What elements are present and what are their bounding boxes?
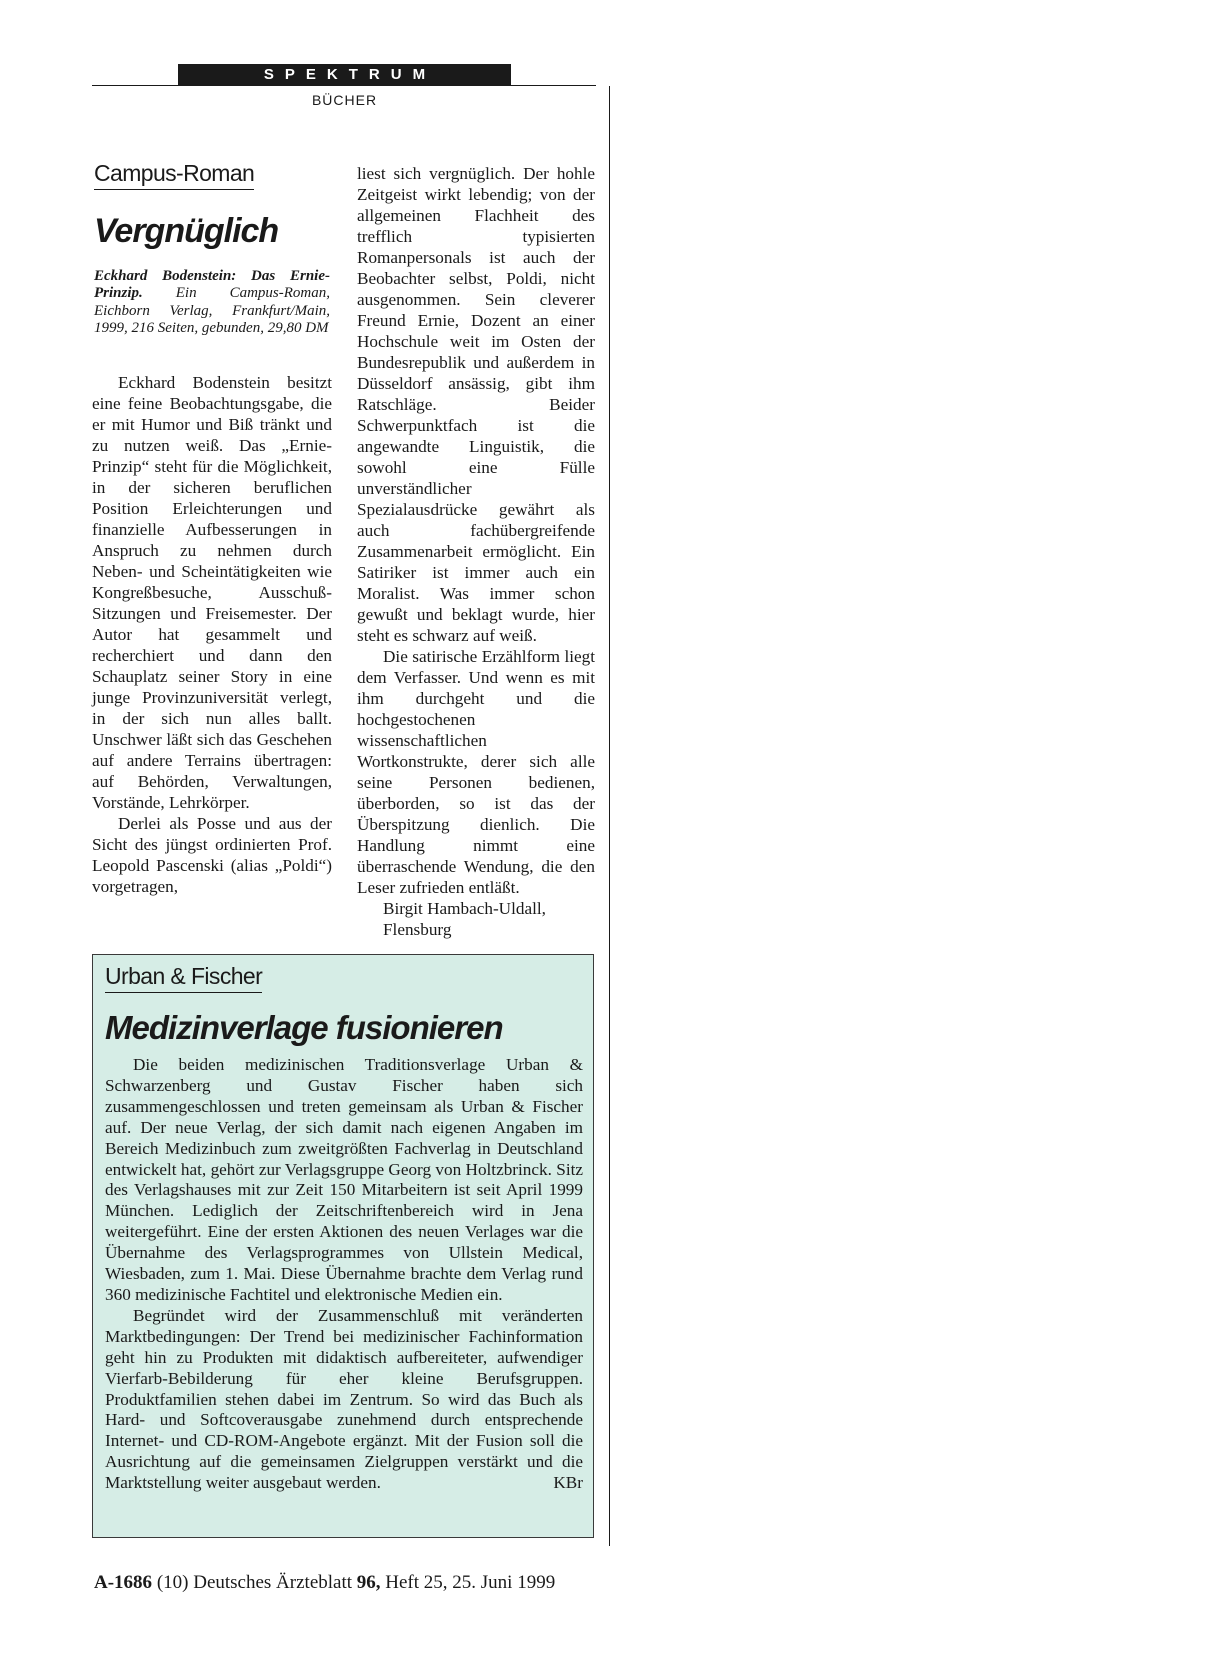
section-label: BÜCHER (311, 92, 378, 108)
header-rule (92, 85, 596, 86)
article2-body (105, 1055, 583, 1494)
article1-column-1 (92, 372, 332, 897)
author-name: Birgit Hambach-Uldall, (383, 899, 546, 918)
biblio-details: Ein Campus-Roman, Eichborn Verlag, Frankfurt/Main, 1999, 216 Seiten, gebunden, 29,80 DM (94, 285, 331, 337)
biblio-author-title: Eckhard Bodenstein: Das Ernie-Prinzip. (94, 268, 330, 302)
article2-headline: Medizinverlage fusionieren (105, 1009, 503, 1046)
page-number: A-1686 (94, 1572, 153, 1593)
article1-paragraph: Derlei als Posse und aus der Sicht des jüngst ordinierten Prof. Leopold Pascenski (alias „Poldi“) vorgetragen, (92, 814, 332, 896)
article1-paragraph: liest sich vergnüglich. Der hohle Zeitgeist wirkt lebendig; von der allgemeinen Flachheit des trefflich typisierten Romanpersonals ist auch der Beobachter selbst, Poldi, nicht ausgenommen. Sein cleverer Freund Ernie, Dozent an einer Hochschule weit im Osten der Bundesrepublik und außerdem in Düsseldorf ansässig, gibt ihm Ratschläge. Beider Schwerpunktfach ist die angewandte Linguistik, die sowohl eine Fülle unverständlicher Spezialausdrücke gewährt als auch fachübergreifende Zusammenarbeit ermöglicht. Ein Satiriker ist immer auch ein Moralist. Was immer schon gewußt und beklagt wurde, hier steht es schwarz auf weiß. (357, 164, 595, 645)
article1-bibliography (94, 268, 330, 338)
page-sub-number: (10) (156, 1572, 189, 1593)
section-kicker: SPEKTRUM (178, 64, 511, 85)
author-city: Flensburg (383, 920, 452, 939)
article1-headline: Vergnüglich (94, 212, 279, 250)
article1-paragraph: Die satirische Erzählform liegt dem Verfasser. Und wenn es mit ihm durchgeht und die hochgestochenen wissenschaftlichen Wortkonstrukte, derer sich alle seine Personen bedienen, überborden, so ist das der Überspitzung dienlich. Die Handlung nimmt eine überraschende Wendung, die den Leser zufrieden entläßt. (357, 647, 595, 897)
article1-paragraph: Eckhard Bodenstein besitzt eine feine Beobachtungsgabe, die er mit Humor und Biß tränkt und zu nutzen weiß. Das „Ernie-Prinzip“ steht für die Möglichkeit, in der sicheren beruflichen Position Erleichterungen und finanzielle Aufbesserungen in Anspruch zu nehmen durch Neben- und Scheintätigkeiten wie Kongreßbesuche, Ausschuß-Sitzungen und Freisemester. Der Autor hat gesammelt und recherchiert und dann den Schauplatz seiner Story in eine junge Provinzuniversität verlegt, in der sich nun alles ballt. Unschwer läßt sich das Geschehen auf andere Terrains übertragen: auf Behörden, Verwaltungen, Vorstände, Lehrkörper. (92, 373, 332, 812)
article1-roofline: Campus-Roman (94, 160, 254, 190)
article2-paragraph: Die beiden medizinischen Traditionsverlage Urban & Schwarzenberg und Gustav Fischer haben sich zusammengeschlossen und treten gemeinsam als Urban & Fischer auf. Der neue Verlag, der sich damit nach eigenen Angaben im Bereich Medizinbuch zum zweitgrößten Fachverlag in Deutschland entwickelt hat, gehört zur Verlagsgruppe Georg von Holtzbrinck. Sitz des Verlagshauses mit zur Zeit 150 Mitarbeitern ist seit April 1999 München. Lediglich der Zeitschriftenbereich wird in Jena weitergeführt. Eine der ersten Aktionen des neuen Verlages war die Übernahme des Verlagsprogrammes von Ullstein Medical, Wiesbaden, zum 1. Mai. Diese Übernahme brachte dem Verlag rund 360 medizinische Fachtitel und elektronische Medien ein. (105, 1055, 583, 1304)
journal-issue: Heft 25, 25. Juni 1999 (385, 1572, 556, 1593)
journal-volume: 96, (356, 1572, 381, 1593)
article2-signature: KBr (553, 1473, 583, 1493)
column-rule (609, 86, 610, 1546)
article2-paragraph-text: Begründet wird der Zusammenschluß mit veränderten Marktbedingungen: Der Trend bei medizinischer Fachinformation geht hin zu Produkten mit didaktisch aufbereiteter, aufwendiger Vierfarb-Bebilderung für eher kleine Berufsgruppen. Produktfamilien stehen dabei im Zentrum. So wird das Buch als Hard- und Softcoverausgabe zunehmend durch entsprechende Internet- und CD-ROM-Angebote ergänzt. Mit der Fusion soll die Ausrichtung auf die gemeinsamen Zielgruppen verstärkt und die Marktstellung weiter ausgebaut werden. (105, 1305, 583, 1493)
page-footer (94, 1572, 555, 1594)
article2-paragraph-2 (105, 1306, 583, 1494)
article1-column-2 (357, 163, 595, 940)
article2-roofline: Urban & Fischer (105, 963, 262, 993)
journal-name: Deutsches Ärzteblatt (193, 1572, 353, 1593)
